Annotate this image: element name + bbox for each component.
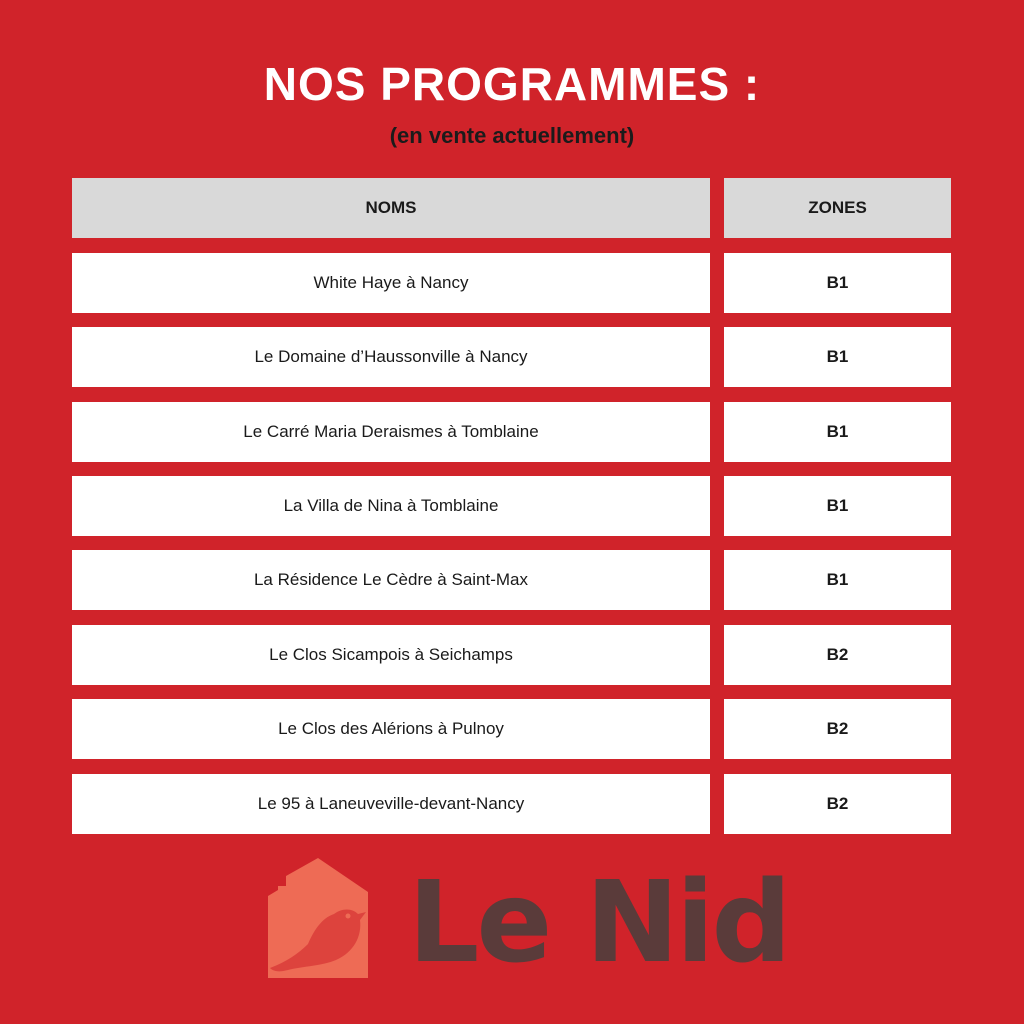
program-name: La Résidence Le Cèdre à Saint-Max xyxy=(72,550,710,610)
program-name: White Haye à Nancy xyxy=(72,253,710,313)
program-zone: B2 xyxy=(724,774,951,834)
table-header-row xyxy=(72,178,951,238)
table-row xyxy=(72,625,951,685)
program-name: Le Carré Maria Deraismes à Tomblaine xyxy=(72,402,710,462)
le-nid-logo xyxy=(264,856,789,988)
program-name: La Villa de Nina à Tomblaine xyxy=(72,476,710,536)
house-bird-icon xyxy=(264,856,372,982)
logo-text: Le Nid xyxy=(408,858,789,988)
program-zone: B1 xyxy=(724,327,951,387)
table-row xyxy=(72,476,951,536)
program-zone: B1 xyxy=(724,402,951,462)
program-name: Le Clos Sicampois à Seichamps xyxy=(72,625,710,685)
page-subtitle: (en vente actuellement) xyxy=(389,123,635,148)
table-row xyxy=(72,774,951,834)
column-header-zones: ZONES xyxy=(724,178,951,238)
program-name: Le 95 à Laneuveville-devant-Nancy xyxy=(72,774,710,834)
program-zone: B2 xyxy=(724,625,951,685)
page-title: NOS PROGRAMMES : xyxy=(263,58,761,110)
program-zone: B2 xyxy=(724,699,951,759)
program-name: Le Domaine d’Haussonville à Nancy xyxy=(72,327,710,387)
table-row xyxy=(72,402,951,462)
program-zone: B1 xyxy=(724,476,951,536)
table-row xyxy=(72,699,951,759)
table-row xyxy=(72,253,951,313)
program-name: Le Clos des Alérions à Pulnoy xyxy=(72,699,710,759)
column-header-noms: NOMS xyxy=(72,178,710,238)
program-zone: B1 xyxy=(724,550,951,610)
table-row xyxy=(72,327,951,387)
table-row xyxy=(72,550,951,610)
program-zone: B1 xyxy=(724,253,951,313)
